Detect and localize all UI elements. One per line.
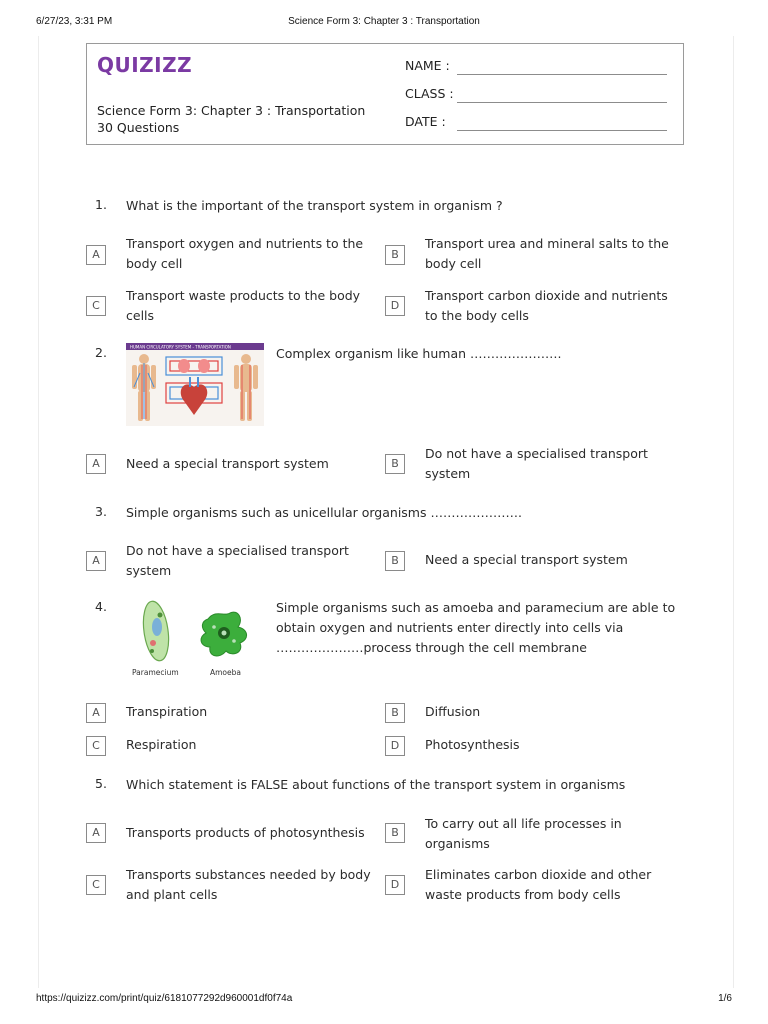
question-4-number: 4. [95,599,107,614]
q5-option-b-text: To carry out all life processes in organisms [425,816,622,851]
q1-option-a-text: Transport oxygen and nutrients to the body cell [126,236,364,271]
q5-option-b-box[interactable]: B [385,823,405,843]
q4-option-b-text: Diffusion [425,704,481,719]
q5-option-a-text: Transports products of photosynthesis [126,825,365,840]
question-count: 30 Questions [97,120,180,135]
logo-text: QUIZIZZ [97,53,193,77]
q4-option-c-box[interactable]: C [86,736,106,756]
name-label: NAME : [405,58,450,73]
question-2-text: Complex organism like human …………………. [276,346,562,361]
q4-option-c-text: Respiration [126,737,197,752]
question-5-number: 5. [95,776,107,791]
date-line[interactable] [457,130,667,131]
circulatory-system-image [126,343,264,426]
date-label: DATE : [405,114,446,129]
question-2-number: 2. [95,345,107,360]
q1-option-c-box[interactable]: C [86,296,106,316]
q4-option-d-text: Photosynthesis [425,737,520,752]
question-5-text: Which statement is FALSE about functions of the transport system in organisms [126,777,626,792]
q4-option-a-box[interactable]: A [86,703,106,723]
print-doc-title: Science Form 3: Chapter 3 : Transportation [288,16,480,27]
q5-option-c-box[interactable]: C [86,875,106,895]
q4-option-b-box[interactable]: B [385,703,405,723]
question-4-text: Simple organisms such as amoeba and paramecium are able to obtain oxygen and nutrients enter directly into cells via …………………process through the cell membrane [276,600,676,655]
q2-option-a-box[interactable]: A [86,454,106,474]
q1-option-d-text: Transport carbon dioxide and nutrients to the body cells [425,288,668,323]
quiz-title: Science Form 3: Chapter 3 : Transportation [97,103,366,118]
q3-option-a-text: Do not have a specialised transport system [126,543,349,578]
q5-option-d-box[interactable]: D [385,875,405,895]
print-datetime: 6/27/23, 3:31 PM [36,16,113,27]
q1-option-a-box[interactable]: A [86,245,106,265]
name-field [405,58,675,78]
print-header [0,16,768,32]
q5-option-d-text: Eliminates carbon dioxide and other waste products from body cells [425,867,652,902]
q1-option-b-text: Transport urea and mineral salts to the body cell [425,236,669,271]
q2-option-b-text: Do not have a specialised transport system [425,446,648,481]
image-caption: HUMAN CIRCULATORY SYSTEM - TRANSPORTATION [130,344,231,350]
q4-option-d-box[interactable]: D [385,736,405,756]
q3-option-b-text: Need a special transport system [425,552,628,567]
paramecium-label: Paramecium [132,668,179,677]
question-3-text: Simple organisms such as unicellular organisms …………………. [126,505,522,520]
print-url: https://quizizz.com/print/quiz/6181077292d960001df0f74a [36,993,293,1004]
amoeba-label: Amoeba [210,668,241,677]
print-footer [0,993,768,1009]
quizizz-logo [97,52,192,78]
q4-option-a-text: Transpiration [126,704,208,719]
q2-option-b-box[interactable]: B [385,454,405,474]
question-1-number: 1. [95,197,107,212]
worksheet-header [86,43,684,145]
q1-option-d-box[interactable]: D [385,296,405,316]
q3-option-b-box[interactable]: B [385,551,405,571]
q3-option-a-box[interactable]: A [86,551,106,571]
name-line[interactable] [457,74,667,75]
question-3-number: 3. [95,504,107,519]
question-1-text: What is the important of the transport system in organism ? [126,198,503,213]
date-field [405,114,675,134]
class-label: CLASS : [405,86,454,101]
q1-option-b-box[interactable]: B [385,245,405,265]
q1-option-c-text: Transport waste products to the body cells [126,288,361,323]
class-line[interactable] [457,102,667,103]
q5-option-a-box[interactable]: A [86,823,106,843]
class-field [405,86,675,106]
q5-option-c-text: Transports substances needed by body and plant cells [126,867,371,902]
paramecium-amoeba-image [126,599,264,681]
print-page-number: 1/6 [718,993,732,1004]
q2-option-a-text: Need a special transport system [126,456,329,471]
